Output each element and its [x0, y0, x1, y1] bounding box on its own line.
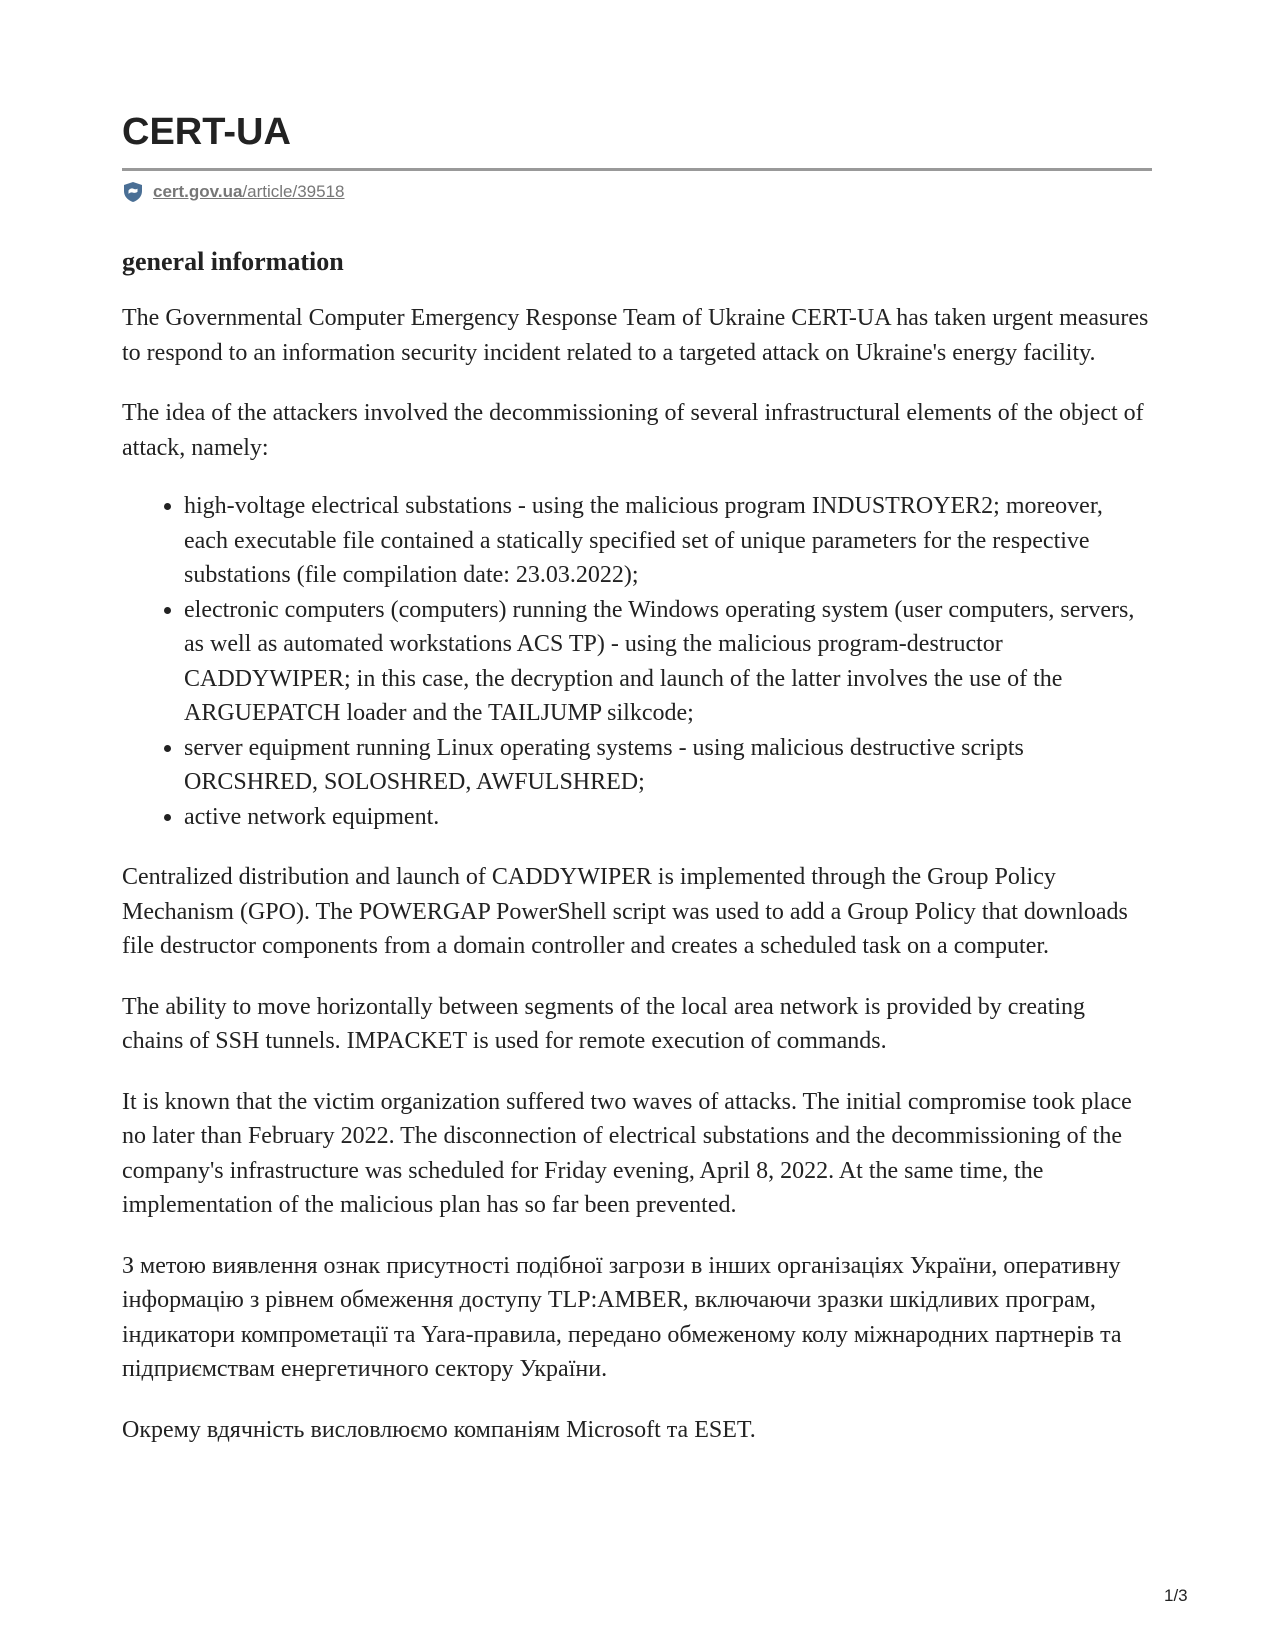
- title-divider: [122, 168, 1152, 171]
- body-paragraph: It is known that the victim organization suffered two waves of attacks. The initial compromise took place no later than February 2022. The disconnection of electrical substations and the decommissioning of the company's infrastructure was scheduled for Friday evening, April 8, 2022. At the same time, the implementation of the malicious plan has so far been prevented.: [122, 1088, 1132, 1218]
- intro-paragraph: The Governmental Computer Emergency Response Team of Ukraine CERT-UA has taken urgent measures to respond to an information security incident related to a targeted attack on Ukraine's energy facility.: [122, 305, 1149, 366]
- list-item: • server equipment running Linux operating systems - using malicious destructive scripts ORCSHRED, SOLOSHRED, AWFULSHRED;: [184, 731, 1152, 800]
- page-number: 1/3: [1164, 1586, 1188, 1605]
- section-title: general information: [122, 247, 344, 276]
- list-item: • electronic computers (computers) running the Windows operating system (user computers, servers, as well as automated workstations ACS TP) - using the malicious program-destructor CADDYWIPER; in this case, the decryption and launch of the latter involves the use of the ARGUEPATCH loader and the TAILJUMP silkcode;: [184, 593, 1152, 731]
- body-paragraph-ukrainian: З метою виявлення ознак присутності подібної загрози в інших організаціях України, оперативну інформацію з рівнем обмеження доступу TLP:AMBER, включаючи зразки шкідливих програм, індикатори компрометації та Yara-правила, передано обмеженому колу міжнародних партнерів та підприємствам енергетичного сектору України.: [122, 1252, 1122, 1382]
- acknowledgement-paragraph: Окрему вдячність висловлюємо компаніям Microsoft та ESET.: [122, 1416, 756, 1443]
- source-link[interactable]: [153, 182, 345, 202]
- source-host: cert.gov.ua: [153, 182, 243, 201]
- attack-targets-list: [122, 489, 1152, 834]
- source-line: [122, 181, 1152, 203]
- body-paragraph: Centralized distribution and launch of CADDYWIPER is implemented through the Group Policy Mechanism (GPO). The POWERGAP PowerShell script was used to add a Group Policy that downloads file destructor components from a domain controller and creates a scheduled task on a computer.: [122, 864, 1128, 959]
- shield-icon: [122, 181, 144, 203]
- list-item: • high-voltage electrical substations - using the malicious program INDUSTROYER2; moreover, each executable file contained a statically specified set of unique parameters for the respective substations (file compilation date: 23.03.2022);: [184, 489, 1152, 593]
- list-item: • active network equipment.: [184, 800, 1152, 835]
- site-title: CERT-UA: [122, 111, 291, 153]
- source-path: /article/39518: [242, 182, 345, 201]
- article-page: [122, 110, 1152, 1447]
- body-paragraph: The ability to move horizontally between segments of the local area network is provided by creating chains of SSH tunnels. IMPACKET is used for remote execution of commands.: [122, 993, 1086, 1054]
- intro-paragraph: The idea of the attackers involved the decommissioning of several infrastructural elements of the object of attack, namely:: [122, 400, 1144, 461]
